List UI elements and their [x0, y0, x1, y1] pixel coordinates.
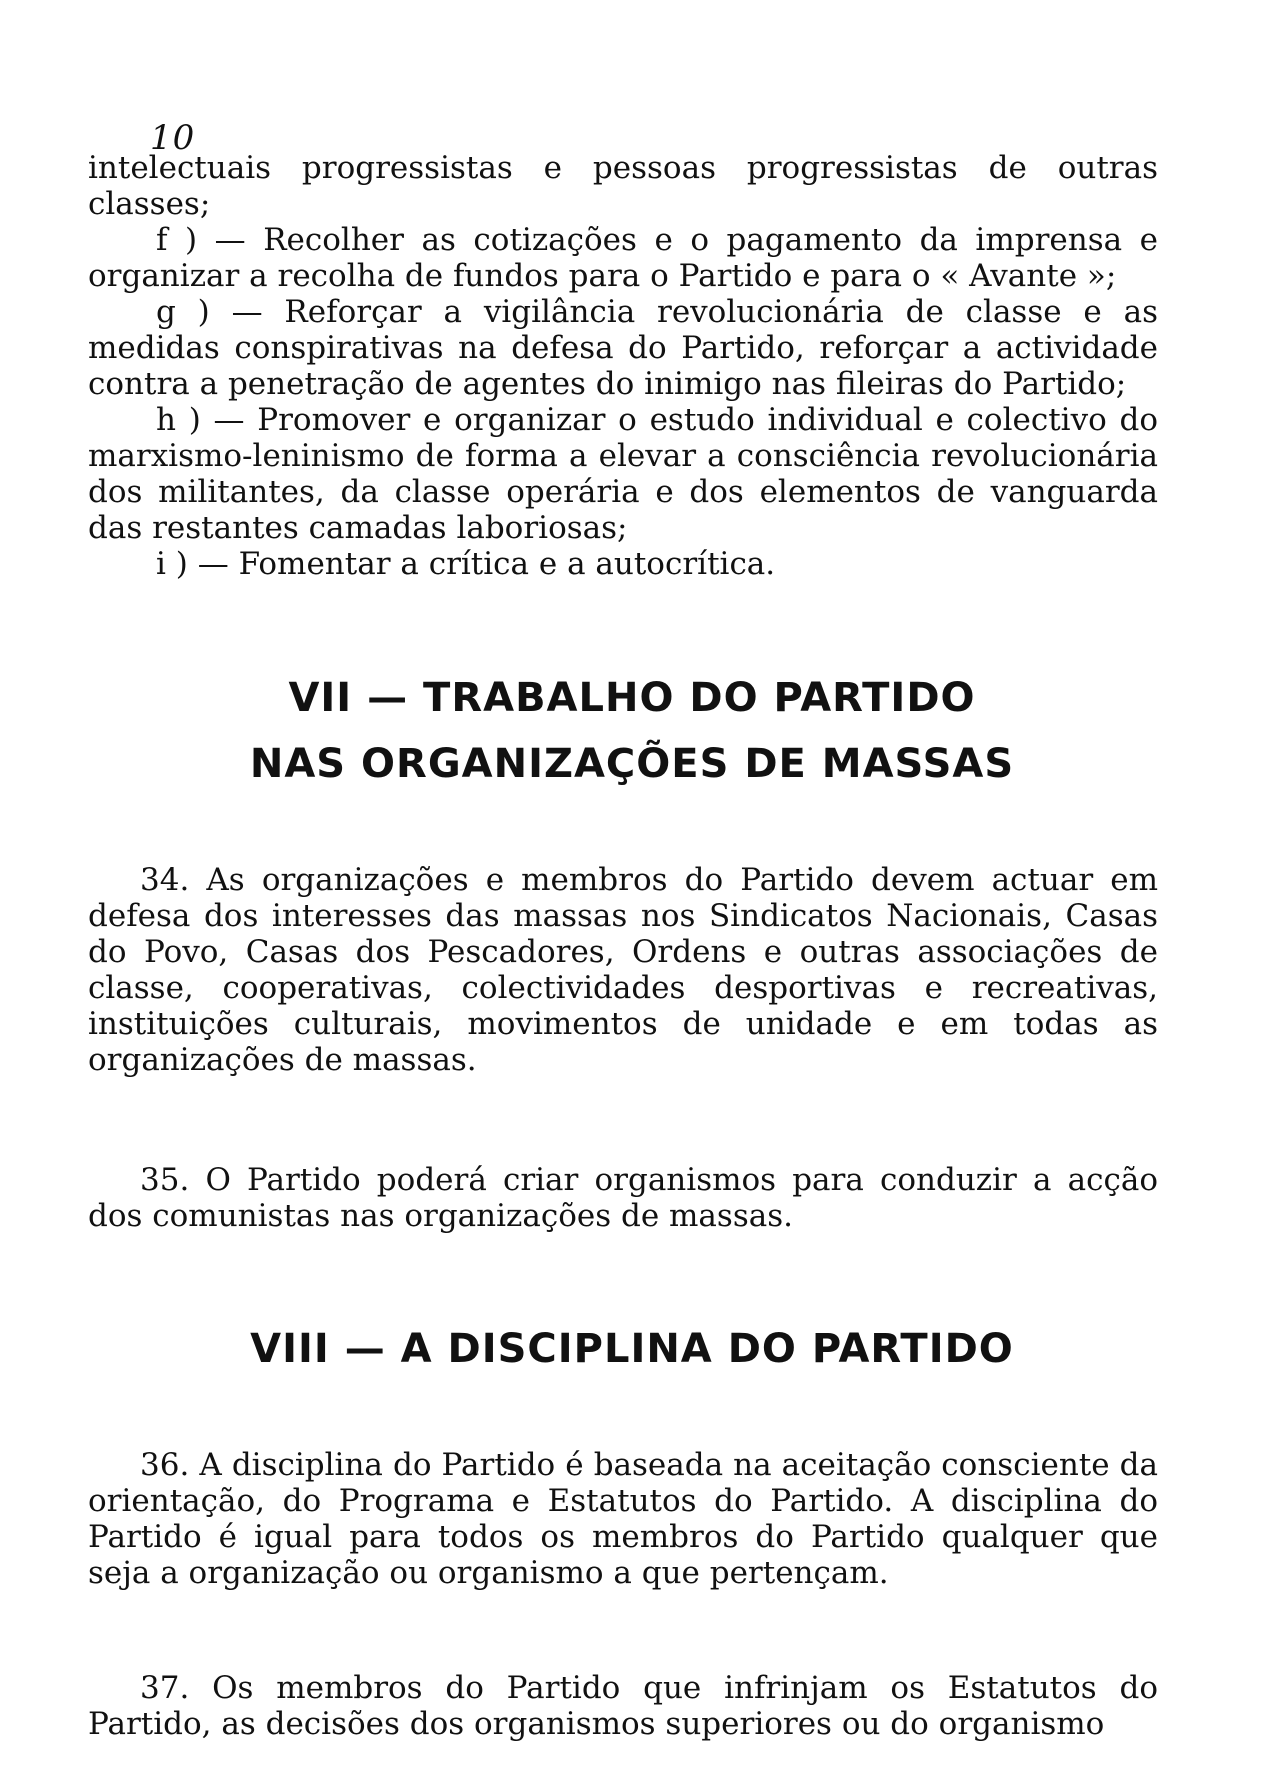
section-vii-title-line2: NAS ORGANIZAÇÕES DE MASSAS — [249, 741, 1015, 787]
page-number: 10 — [150, 118, 196, 158]
list-continuation — [88, 150, 1158, 582]
paragraph-34 — [88, 862, 1158, 1078]
paragraph-35 — [88, 1162, 1158, 1234]
list-line-continuation: intelectuais progressistas e pessoas progressistas de outras classes; — [88, 150, 1158, 222]
paragraph-37-text: 37. Os membros do Partido que infrinjam os Estatutos do Partido, as decisões dos organismos superiores ou do organismo — [88, 1670, 1158, 1742]
section-viii-heading — [0, 1316, 1264, 1382]
list-item-f: f ) — Recolher as cotizações e o pagamento da imprensa e organizar a recolha de fundos para o Partido e para o « Avante »; — [88, 222, 1158, 294]
paragraph-36-text: 36. A disciplina do Partido é baseada na aceitação consciente da orientação, do Programa e Estatutos do Partido. A disciplina do Partido é igual para todos os membros do Partido qualquer que seja a organização ou organismo a que pertençam. — [88, 1447, 1158, 1591]
paragraph-37 — [88, 1670, 1158, 1742]
list-item-h: h ) — Promover e organizar o estudo individual e colectivo do marxismo-leninismo de forma a elevar a consciência revolucionária dos militantes, da classe operária e dos elementos de vanguarda das restantes camadas laboriosas; — [88, 402, 1158, 546]
paragraph-34-text: 34. As organizações e membros do Partido devem actuar em defesa dos interesses das massas nos Sindicatos Nacionais, Casas do Povo, Casas dos Pescadores, Ordens e outras associações de classe, cooperativas, colectividades desportivas e recreativas, instituições culturais, movimentos de unidade e em todas as organizações de massas. — [88, 862, 1158, 1078]
list-item-g: g ) — Reforçar a vigilância revolucionária de classe e as medidas conspirativas na defesa do Partido, reforçar a actividade contra a penetração de agentes do inimigo nas fileiras do Partido; — [88, 294, 1158, 402]
paragraph-35-text: 35. O Partido poderá criar organismos para conduzir a acção dos comunistas nas organizações de massas. — [88, 1162, 1158, 1234]
paragraph-36 — [88, 1447, 1158, 1591]
section-viii-title: VIII — A DISCIPLINA DO PARTIDO — [250, 1326, 1014, 1372]
section-vii-title-line1: VII — TRABALHO DO PARTIDO — [288, 675, 976, 721]
section-vii-heading — [0, 665, 1264, 797]
list-item-i: i ) — Fomentar a crítica e a autocrítica. — [156, 546, 776, 582]
